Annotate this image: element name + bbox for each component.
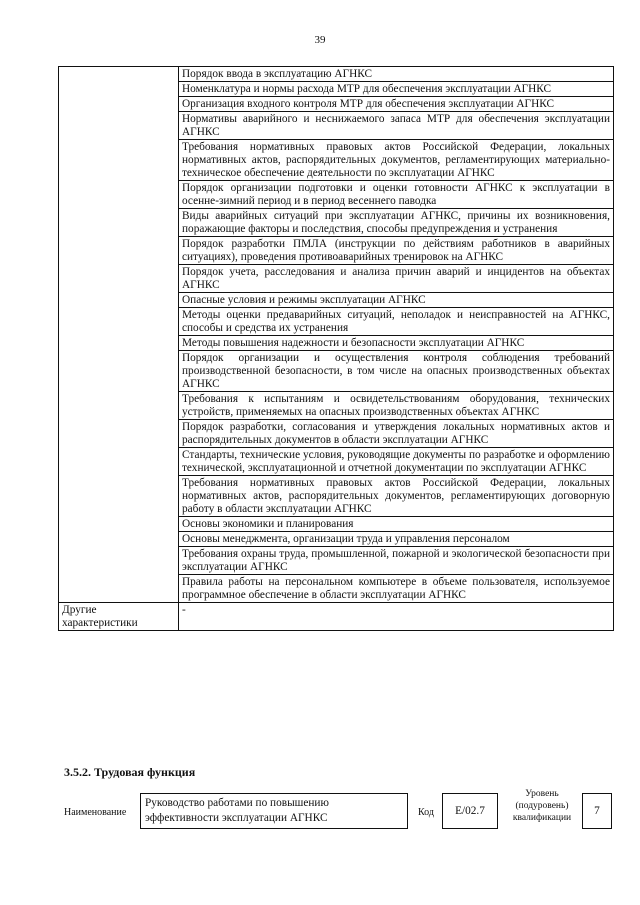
knowledge-left-cell [59,448,179,476]
knowledge-item: Нормативы аварийного и неснижаемого запаса МТР для обеспечения эксплуатации АГНКС [179,112,614,140]
knowledge-left-cell [59,575,179,603]
code-value-box: E/02.7 [442,793,498,829]
knowledge-table [58,66,614,631]
knowledge-item: Номенклатура и нормы расхода МТР для обеспечения эксплуатации АГНКС [179,82,614,97]
knowledge-item: Порядок разработки, согласования и утверждения локальных нормативных актов и распорядительных документов в области эксплуатации АГНКС [179,420,614,448]
knowledge-item: Порядок организации подготовки и оценки готовности АГНКС к эксплуатации в осенне-зимний период и в период весеннего паводка [179,181,614,209]
knowledge-item: Порядок организации и осуществления контроля соблюдения требований производственной безопасности, в том числе на опасных производственных объектах АГНКС [179,351,614,392]
knowledge-left-cell [59,476,179,517]
knowledge-left-cell [59,112,179,140]
knowledge-item: Основы экономики и планирования [179,517,614,532]
knowledge-item: Стандарты, технические условия, руководящие документы по разработке и оформлению технической, эксплуатационной и отчетной документации по эксплуатации АГНКС [179,448,614,476]
knowledge-item: Правила работы на персональном компьютере в объеме пользователя, используемое программное обеспечение в области эксплуатации АГНКС [179,575,614,603]
knowledge-row [59,351,614,392]
knowledge-left-cell [59,336,179,351]
knowledge-item: Методы повышения надежности и безопасности эксплуатации АГНКС [179,336,614,351]
knowledge-row [59,392,614,420]
knowledge-item: Основы менеджмента, организации труда и управления персоналом [179,532,614,547]
knowledge-item: Требования нормативных правовых актов Российской Федерации, локальных нормативных актов, распорядительных документов, регламентирующих материально-техническое обеспечение деятельности по эксплуатации АГНКС [179,140,614,181]
knowledge-item: Организация входного контроля МТР для обеспечения эксплуатации АГНКС [179,97,614,112]
knowledge-left-cell [59,67,179,82]
knowledge-row [59,293,614,308]
code-label: Код [418,807,434,818]
knowledge-item: Требования к испытаниям и освидетельствованиям оборудования, технических устройств, применяемых на опасных производственных объектах АГНКС [179,392,614,420]
knowledge-row [59,82,614,97]
knowledge-left-cell [59,237,179,265]
knowledge-row [59,237,614,265]
labor-function-row [0,780,640,840]
knowledge-body [59,67,614,603]
other-value-cell: - [179,603,614,631]
knowledge-item: Порядок ввода в эксплуатацию АГНКС [179,67,614,82]
knowledge-row [59,575,614,603]
knowledge-left-cell [59,517,179,532]
knowledge-item: Опасные условия и режимы эксплуатации АГНКС [179,293,614,308]
level-label: Уровень (подуровень) квалификации [512,789,572,823]
knowledge-row [59,336,614,351]
knowledge-left-cell [59,97,179,112]
knowledge-row [59,209,614,237]
knowledge-row [59,476,614,517]
other-characteristics-row [59,603,614,631]
knowledge-row [59,112,614,140]
knowledge-left-cell [59,181,179,209]
knowledge-left-cell [59,308,179,336]
other-label-cell [59,603,179,631]
knowledge-left-cell [59,392,179,420]
knowledge-left-cell [59,351,179,392]
level-value-box: 7 [582,793,612,829]
knowledge-row [59,547,614,575]
knowledge-row [59,532,614,547]
name-value-box: Руководство работами по повышению эффективности эксплуатации АГНКС [140,793,408,829]
knowledge-left-cell [59,293,179,308]
knowledge-row [59,517,614,532]
knowledge-left-cell [59,265,179,293]
knowledge-item: Требования охраны труда, промышленной, пожарной и экологической безопасности при эксплуатации АГНКС [179,547,614,575]
knowledge-item: Виды аварийных ситуаций при эксплуатации АГНКС, причины их возникновения, поражающие факторы и последствия, способы предупреждения и устранения [179,209,614,237]
knowledge-row [59,181,614,209]
other-characteristics [59,603,614,631]
knowledge-item: Порядок учета, расследования и анализа причин аварий и инцидентов на объектах АГНКС [179,265,614,293]
knowledge-left-cell [59,140,179,181]
knowledge-item: Методы оценки предаварийных ситуаций, неполадок и неисправностей на АГНКС, способы и средства их устранения [179,308,614,336]
knowledge-left-cell [59,420,179,448]
page-number: 39 [314,34,326,46]
knowledge-row [59,308,614,336]
knowledge-row [59,97,614,112]
knowledge-row [59,140,614,181]
section-heading: 3.5.2. Трудовая функция [64,765,196,779]
knowledge-item: Порядок разработки ПМЛА (инструкции по действиям работников в аварийных ситуациях), проведения противоаварийных тренировок на АГНКС [179,237,614,265]
knowledge-left-cell [59,209,179,237]
knowledge-row [59,67,614,82]
knowledge-left-cell [59,547,179,575]
knowledge-row [59,265,614,293]
name-label: Наименование [64,807,127,818]
knowledge-row [59,448,614,476]
knowledge-item: Требования нормативных правовых актов Российской Федерации, локальных нормативных актов, распорядительных документов, регламентирующих договорную работу в области эксплуатации АГНКС [179,476,614,517]
knowledge-left-cell [59,82,179,97]
knowledge-left-cell [59,532,179,547]
knowledge-row [59,420,614,448]
other-label: Другие характеристики [62,604,138,629]
